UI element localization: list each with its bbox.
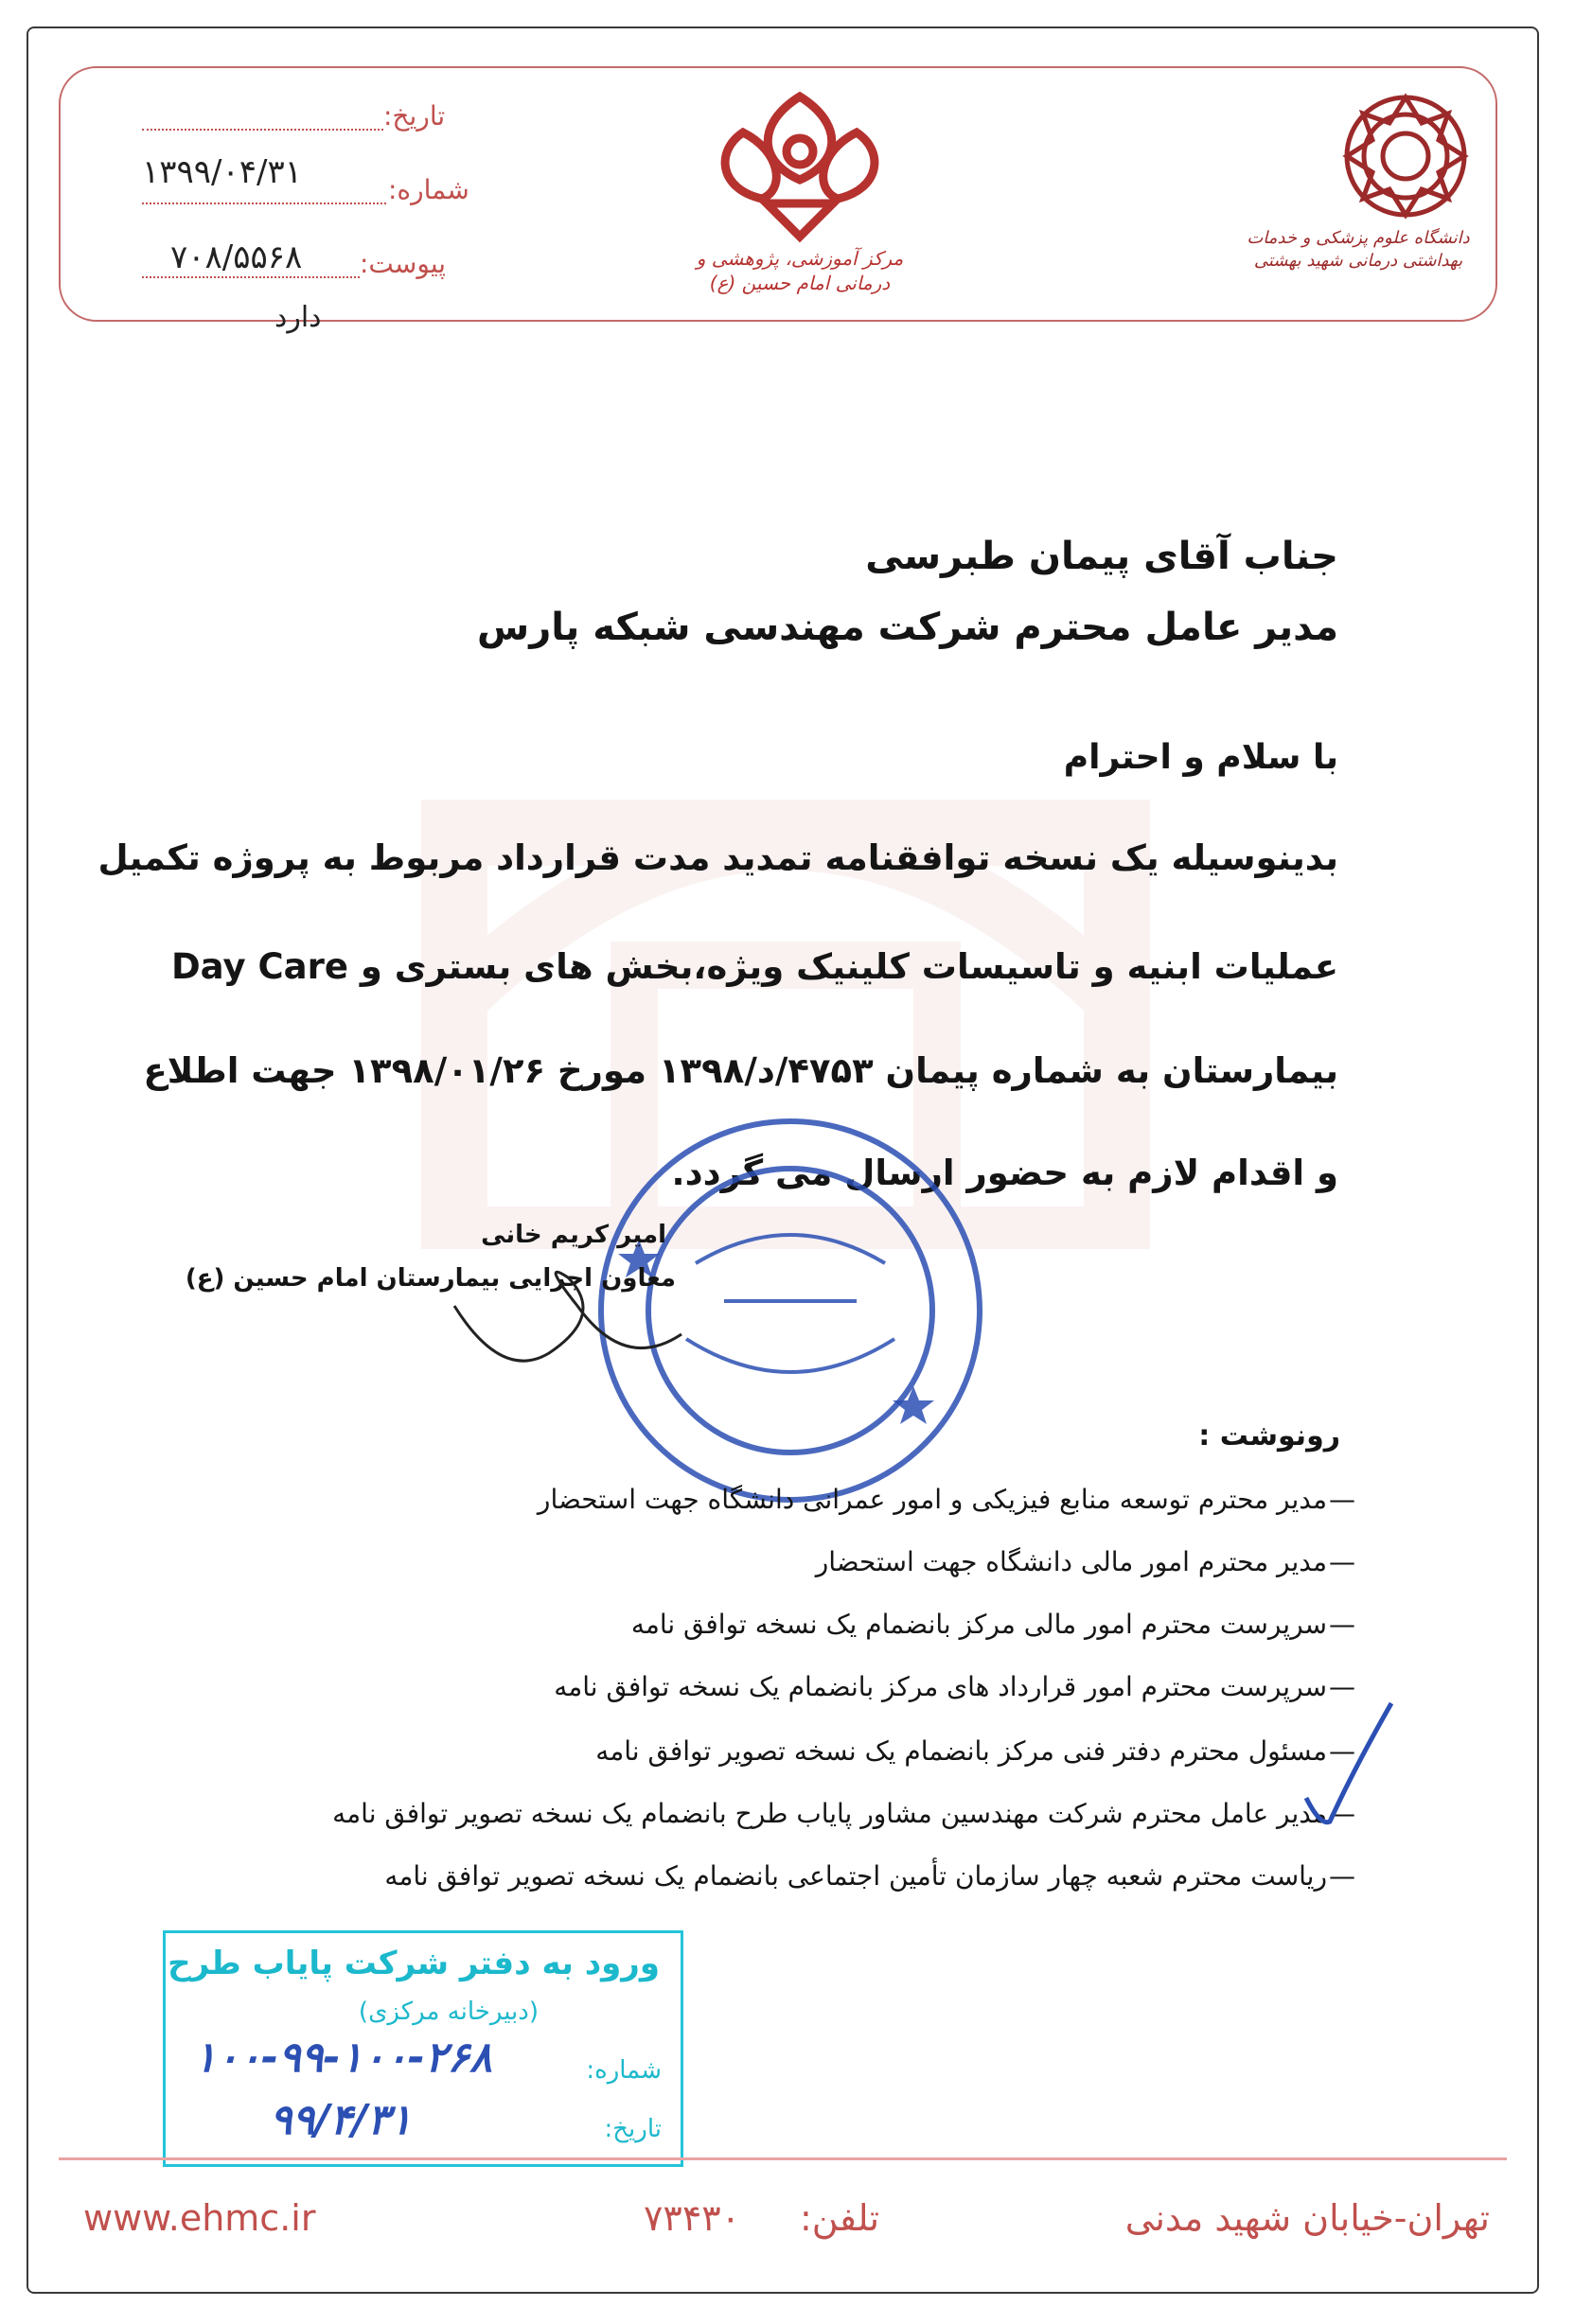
copy-item-3: سرپرست محترم امور مالی مرکز بانضمام یک نسخه توافق نامه [630, 1609, 1327, 1640]
footer-website: www.ehmc.ir [83, 2197, 316, 2239]
university-logo [1240, 85, 1486, 303]
copy-item-5: مسئول محترم دفتر فنی مرکز بانضمام یک نسخه تصویر توافق نامه [595, 1735, 1327, 1767]
entry-stamp-number-value: ۱۰۰-۹۹-۱۰۰-۲۶۸ [194, 2034, 492, 2082]
body-line-4: و اقدام لازم به حضور ارسال می گردد. [671, 1153, 1338, 1193]
copy-item-7: ریاست محترم شعبه چهار سازمان تأمین اجتماعی بانضمام یک نسخه تصویر توافق نامه [384, 1860, 1327, 1892]
copy-dash-3: — [1329, 1609, 1355, 1640]
copy-item-1: مدیر محترم توسعه منابع فیزیکی و امور عمرانی دانشگاه جهت استحضار [537, 1484, 1327, 1515]
entry-stamp [163, 1930, 683, 2167]
entry-stamp-title: ورود به دفتر شرکت پایاب طرح [168, 1945, 660, 1982]
footer-phone-value: ۷۳۴۳۰ [644, 2197, 741, 2239]
body-line-2: عملیات ابنیه و تاسیسات کلینیک ویژه،بخش های بستری و Day Care [170, 946, 1338, 987]
signatory-name: امیر کریم خانی [481, 1221, 666, 1249]
copy-dash-4: — [1329, 1671, 1355, 1702]
attachment-line [142, 276, 360, 278]
check-mark-icon [1297, 1694, 1401, 1836]
footer-address: تهران-خیابان شهید مدنی [1124, 2197, 1490, 2239]
signatory-title: معاون اجرایی بیمارستان امام حسین (ع) [185, 1264, 676, 1293]
attachment-note: دارد [274, 301, 322, 334]
copy-item-4: سرپرست محترم امور قرارداد های مرکز بانضمام یک نسخه توافق نامه [554, 1671, 1327, 1702]
university-logo-text: دانشگاه علوم پزشکی و خدمات بهداشتی درمانی شهید بهشتی [1247, 228, 1470, 271]
copies-heading: رونوشت : [1198, 1419, 1340, 1452]
entry-stamp-date-value: ۹۹/۴/۳۱ [270, 2096, 413, 2144]
number-value: ۱۳۹۹/۰۴/۳۱ [142, 153, 303, 191]
number-line [142, 202, 386, 204]
attachment-label: پیوست: [360, 248, 447, 279]
hospital-logo-text: مرکز آموزشی، پژوهشی و درمانی امام حسین (ع) [696, 247, 904, 294]
footer-divider [59, 2157, 1507, 2160]
body-line-3: بیمارستان به شماره پیمان ۴۷۵۳/د/۱۳۹۸ مورخ ۱۳۹۸/۰۱/۲۶ جهت اطلاع [143, 1050, 1338, 1091]
date-line [142, 129, 383, 131]
handwritten-signature [445, 1249, 691, 1391]
hospital-emblem-icon [691, 85, 909, 246]
entry-stamp-number-label: شماره: [586, 2056, 662, 2085]
copy-dash-1: — [1329, 1484, 1355, 1515]
entry-stamp-date-label: تاریخ: [604, 2115, 662, 2143]
copy-dash-7: — [1329, 1860, 1355, 1892]
body-line-1: بدینوسیله یک نسخه توافقنامه تمدید مدت قرارداد مربوط به پروژه تکمیل [97, 837, 1338, 878]
recipient-name: جناب آقای پیمان طبرسی [865, 535, 1338, 578]
copy-dash-5: — [1329, 1735, 1355, 1767]
copy-item-2: مدیر محترم امور مالی دانشگاه جهت استحضار [815, 1546, 1327, 1577]
greeting: با سلام و احترام [1063, 738, 1338, 777]
hospital-logo [691, 85, 909, 312]
footer-phone-label: تلفن: [800, 2197, 880, 2239]
number-label: شماره: [388, 174, 469, 205]
date-label: تاریخ: [383, 100, 446, 132]
recipient-title: مدیر عامل محترم شرکت مهندسی شبکه پارس [477, 606, 1338, 649]
university-emblem-icon [1335, 85, 1477, 227]
copy-dash-2: — [1329, 1546, 1355, 1577]
copy-dash-6: — [1329, 1798, 1355, 1829]
attachment-value: ۷۰۸/۵۵۶۸ [170, 238, 303, 276]
copy-item-6: مدیر عامل محترم شرکت مهندسین مشاور پایاب طرح بانضمام یک نسخه تصویر توافق نامه [332, 1798, 1327, 1829]
entry-stamp-subtitle: (دبیرخانه مرکزی) [358, 1998, 539, 2026]
